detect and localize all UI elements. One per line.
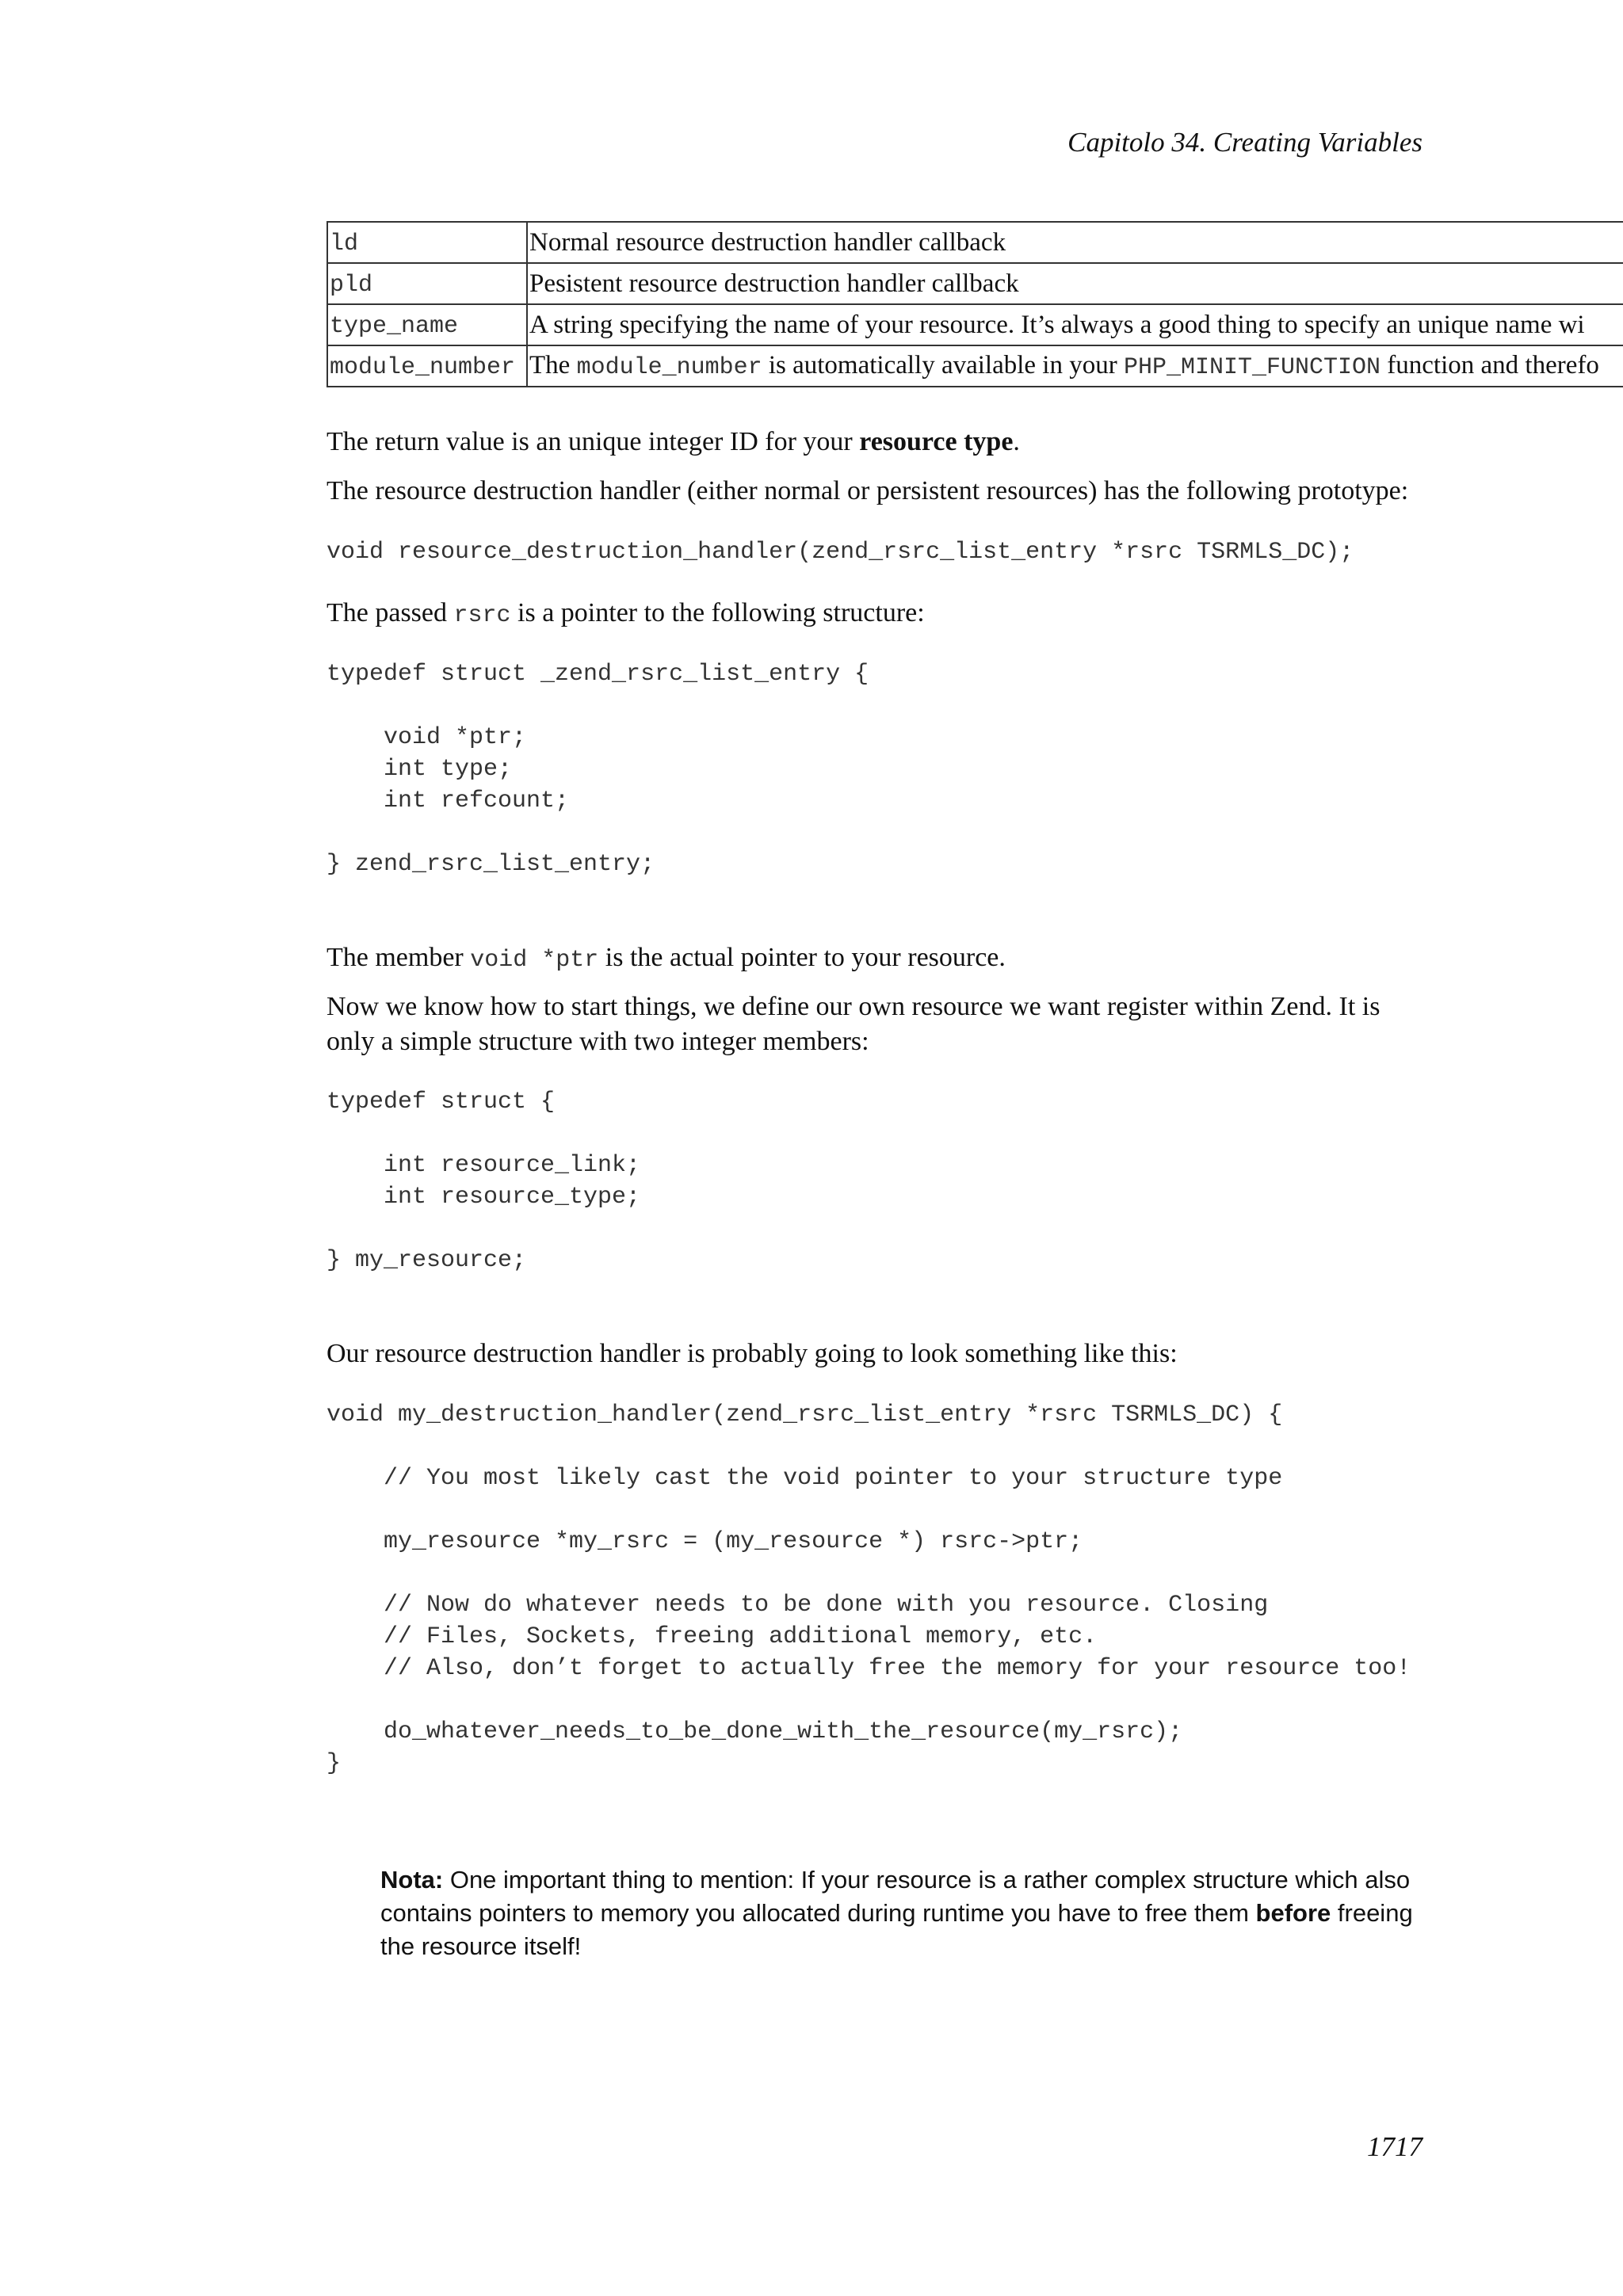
param-name: pld — [330, 272, 373, 299]
table-row — [327, 345, 1623, 387]
return-text: The return value is an unique integer ID for your — [327, 427, 860, 456]
param-description-cell — [527, 345, 1623, 387]
struct-code: typedef struct _zend_rsrc_list_entry { void *ptr; int type; int refcount; } zend_rsrc_list_entry; — [327, 661, 869, 878]
param-name-cell — [327, 263, 527, 304]
inline-code: PHP_MINIT_FUNCTION — [1123, 354, 1381, 381]
param-name-cell — [327, 222, 527, 263]
inline-code: module_number — [576, 354, 762, 381]
description-text: A string specifying the name of your resource. It’s always a good thing to specify an unique name wi — [529, 310, 1585, 339]
member-paragraph — [327, 940, 1428, 976]
param-description-cell — [527, 304, 1623, 345]
prototype-code: void resource_destruction_handler(zend_rsrc_list_entry *rsrc TSRMLS_DC); — [327, 539, 1354, 566]
handler-code: void my_destruction_handler(zend_rsrc_list_entry *rsrc TSRMLS_DC) { // You most likely cast the void pointer to your structure type my_resource *my_rsrc = (my_resource *) rsrc->ptr; // Now do whatever needs to be done with you resource. Closing // Files, Sockets, freeing additional memory, etc. // Also, don’t forget to actually free the memory for your resource too! do_whatever_needs_to_be_done_with_the_resource(my_rsrc); } — [327, 1402, 1411, 1777]
passed-text-end: is a pointer to the following structure: — [510, 598, 925, 627]
resource-type-term: resource type — [859, 427, 1014, 456]
table-row — [327, 304, 1623, 345]
note-bold: before — [1255, 1899, 1331, 1927]
description-text: Normal resource destruction handler callback — [529, 227, 1006, 257]
table-row — [327, 222, 1623, 263]
return-value-paragraph — [327, 425, 1428, 460]
return-text-end: . — [1013, 427, 1020, 456]
description-text: The — [529, 351, 577, 379]
param-name-cell — [327, 304, 527, 345]
param-name: module_number — [330, 354, 516, 381]
description-text: function and therefo — [1381, 351, 1599, 379]
param-description-cell — [527, 263, 1623, 304]
note-text: One important thing to mention: If your resource is a rather complex structure which also contains pointers to memory you allocated during runtime you have to free them — [380, 1866, 1411, 1927]
param-description-cell — [527, 222, 1623, 263]
note-text-end: freeing the resource itself! — [380, 1899, 1413, 1960]
member-text-end: is the actual pointer to your resource. — [598, 943, 1006, 972]
param-name-cell — [327, 345, 527, 387]
passed-paragraph — [327, 596, 1428, 631]
rsrc-code: rsrc — [453, 602, 511, 629]
param-name: ld — [330, 231, 359, 257]
parameter-table — [327, 221, 1623, 387]
param-name: type_name — [330, 313, 459, 340]
passed-text: The passed — [327, 598, 454, 627]
void-ptr-code: void *ptr — [470, 947, 599, 974]
description-text: Pesistent resource destruction handler callback — [529, 269, 1019, 298]
description-text: is automatically available in your — [762, 351, 1124, 379]
note-label: Nota: — [380, 1866, 444, 1894]
my-resource-code: typedef struct { int resource_link; int resource_type; } my_resource; — [327, 1089, 641, 1274]
member-text: The member — [327, 943, 471, 972]
page-number: 1717 — [1367, 2131, 1423, 2162]
handler-paragraph: The resource destruction handler (either normal or persistent resources) has the following prototype: — [327, 476, 1409, 505]
table-row — [327, 263, 1623, 304]
page-header: Capitolo 34. Creating Variables — [1067, 127, 1423, 158]
handler-intro-paragraph: Our resource destruction handler is probably going to look something like this: — [327, 1339, 1178, 1368]
note-box — [380, 1863, 1434, 1963]
now-paragraph: Now we know how to start things, we define our own resource we want register within Zend. It is only a simple structure with two integer members: — [327, 992, 1381, 1057]
